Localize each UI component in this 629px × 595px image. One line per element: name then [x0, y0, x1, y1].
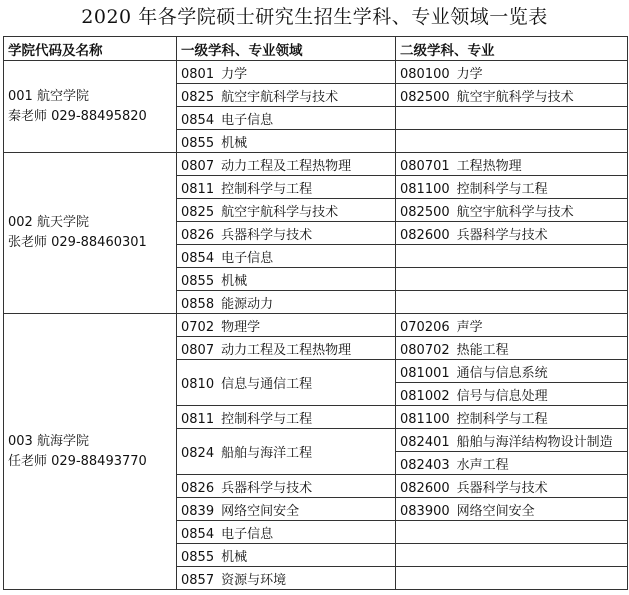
level1-cell: [177, 406, 396, 429]
level1-name: 控制科学与工程: [221, 411, 313, 427]
level2-cell: [396, 130, 628, 153]
programs-table: [3, 36, 628, 590]
level2-cell: [396, 498, 628, 521]
level1-code: 0826: [181, 480, 215, 496]
level1-cell: [177, 153, 396, 176]
level2-code: 082600: [400, 480, 450, 496]
level1-code: 0854: [181, 112, 215, 128]
level1-code: 0702: [181, 319, 215, 335]
level1-code: 0857: [181, 572, 215, 588]
header-school: 学院代码及名称: [4, 37, 177, 61]
page-title: 2020 年各学院硕士研究生招生学科、专业领域一览表: [81, 6, 548, 28]
level2-name: 工程热物理: [456, 158, 522, 174]
level2-cell: [396, 61, 628, 84]
level2-cell: [396, 383, 628, 406]
level1-cell: [177, 314, 396, 337]
school-name: 003 航海学院: [8, 433, 89, 449]
level2-name: 信号与信息处理: [456, 388, 548, 404]
school-cell: [4, 314, 177, 590]
level1-name: 航空宇航科学与技术: [221, 204, 339, 220]
level2-cell: [396, 337, 628, 360]
level1-cell: [177, 544, 396, 567]
level2-name: 通信与信息系统: [456, 365, 548, 381]
level2-cell: [396, 475, 628, 498]
level2-name: 船舶与海洋结构物设计制造: [456, 434, 613, 450]
level1-code: 0825: [181, 89, 215, 105]
level2-cell: [396, 544, 628, 567]
level1-name: 控制科学与工程: [221, 181, 313, 197]
level2-name: 网络空间安全: [456, 503, 535, 519]
level2-code: 082403: [400, 457, 450, 473]
level1-cell: [177, 360, 396, 406]
level1-cell: [177, 84, 396, 107]
level2-code: 082500: [400, 204, 450, 220]
level1-code: 0807: [181, 158, 215, 174]
level1-code: 0807: [181, 342, 215, 358]
level1-code: 0858: [181, 296, 215, 312]
level1-cell: [177, 107, 396, 130]
level2-cell: [396, 153, 628, 176]
level2-cell: [396, 406, 628, 429]
school-contact: 张老师 029-88460301: [8, 235, 147, 250]
level2-cell: [396, 222, 628, 245]
level2-cell: [396, 291, 628, 314]
level1-cell: [177, 222, 396, 245]
school-cell: [4, 153, 177, 314]
level1-code: 0826: [181, 227, 215, 243]
level2-name: 航空宇航科学与技术: [456, 89, 574, 105]
level1-cell: [177, 268, 396, 291]
level1-name: 机械: [221, 273, 248, 289]
level1-name: 网络空间安全: [221, 503, 300, 519]
level1-name: 电子信息: [221, 250, 274, 266]
level2-name: 热能工程: [456, 342, 509, 358]
level1-name: 电子信息: [221, 526, 274, 542]
level2-name: 控制科学与工程: [456, 411, 548, 427]
school-name: 001 航空学院: [8, 88, 89, 104]
school-cell: [4, 61, 177, 153]
level2-name: 控制科学与工程: [456, 181, 548, 197]
level1-code: 0854: [181, 526, 215, 542]
header-level2: 二级学科、专业: [396, 37, 628, 61]
level1-name: 动力工程及工程热物理: [221, 158, 352, 174]
level2-name: 声学: [456, 319, 483, 335]
level1-name: 资源与环境: [221, 572, 287, 588]
level1-cell: [177, 521, 396, 544]
level1-cell: [177, 429, 396, 475]
level1-code: 0801: [181, 66, 215, 82]
level1-name: 能源动力: [221, 296, 274, 312]
level2-cell: [396, 84, 628, 107]
level2-cell: [396, 521, 628, 544]
level1-name: 物理学: [221, 319, 261, 335]
school-contact: 秦老师 029-88495820: [8, 108, 147, 124]
level1-code: 0825: [181, 204, 215, 220]
level2-cell: [396, 314, 628, 337]
header-level1: 一级学科、专业领域: [177, 37, 396, 61]
level1-name: 电子信息: [221, 112, 274, 128]
level1-code: 0810: [181, 377, 215, 392]
level1-cell: [177, 475, 396, 498]
level2-cell: [396, 360, 628, 383]
level1-name: 兵器科学与技术: [221, 480, 313, 496]
level1-name: 机械: [221, 549, 248, 565]
level1-cell: [177, 130, 396, 153]
level1-code: 0855: [181, 549, 215, 565]
table-row: [4, 61, 628, 84]
table-row: [4, 314, 628, 337]
level1-code: 0855: [181, 273, 215, 289]
level2-cell: [396, 199, 628, 222]
level2-cell: [396, 176, 628, 199]
level1-code: 0811: [181, 411, 215, 427]
level2-code: 082500: [400, 89, 450, 105]
level2-code: 082600: [400, 227, 450, 243]
level2-cell: [396, 452, 628, 475]
school-name: 002 航天学院: [8, 215, 89, 230]
level2-code: 080100: [400, 66, 450, 82]
level1-code: 0855: [181, 135, 215, 151]
table-row: [4, 153, 628, 176]
level2-cell: [396, 429, 628, 452]
level1-cell: [177, 337, 396, 360]
level2-name: 水声工程: [456, 457, 509, 473]
level2-code: 082401: [400, 434, 450, 450]
level2-code: 081002: [400, 388, 450, 404]
level2-cell: [396, 567, 628, 590]
level1-name: 船舶与海洋工程: [221, 446, 313, 461]
level1-name: 力学: [221, 66, 248, 82]
school-contact: 任老师 029-88493770: [8, 453, 147, 469]
table-header-row: [4, 37, 628, 61]
level2-cell: [396, 107, 628, 130]
level2-name: 力学: [456, 66, 483, 82]
level1-cell: [177, 567, 396, 590]
level1-cell: [177, 61, 396, 84]
level1-code: 0811: [181, 181, 215, 197]
level2-code: 080701: [400, 158, 450, 174]
level2-code: 080702: [400, 342, 450, 358]
level2-name: 航空宇航科学与技术: [456, 204, 574, 220]
level1-code: 0854: [181, 250, 215, 266]
level1-cell: [177, 176, 396, 199]
level1-code: 0824: [181, 446, 215, 461]
level2-code: 081100: [400, 181, 450, 197]
level2-code: 070206: [400, 319, 450, 335]
level1-name: 信息与通信工程: [221, 377, 313, 392]
level1-code: 0839: [181, 503, 215, 519]
level1-name: 动力工程及工程热物理: [221, 342, 352, 358]
level2-code: 081100: [400, 411, 450, 427]
level2-cell: [396, 268, 628, 291]
level1-cell: [177, 199, 396, 222]
level1-cell: [177, 498, 396, 521]
level2-name: 兵器科学与技术: [456, 227, 548, 243]
level2-cell: [396, 245, 628, 268]
level2-name: 兵器科学与技术: [456, 480, 548, 496]
level1-cell: [177, 291, 396, 314]
level1-name: 航空宇航科学与技术: [221, 89, 339, 105]
level2-code: 083900: [400, 503, 450, 519]
level1-name: 兵器科学与技术: [221, 227, 313, 243]
level2-code: 081001: [400, 365, 450, 381]
level1-cell: [177, 245, 396, 268]
level1-name: 机械: [221, 135, 248, 151]
